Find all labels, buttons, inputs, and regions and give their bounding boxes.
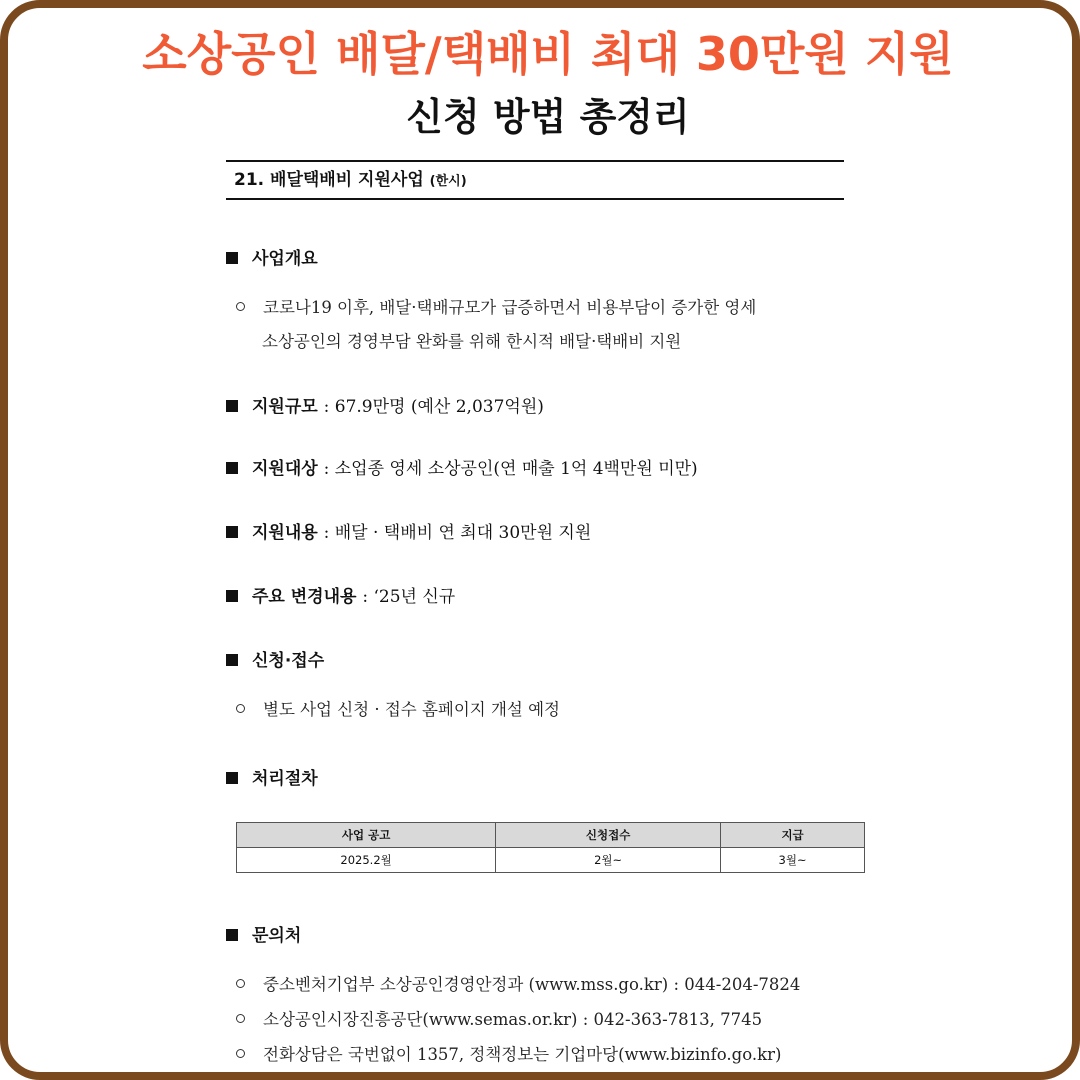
page-title: 소상공인 배달/택배비 최대 30만원 지원: [142, 27, 954, 81]
content-row: [226, 521, 591, 545]
procedure-table: [236, 822, 865, 873]
table-cell: 2월~: [496, 848, 721, 873]
circle-bullet-icon: [236, 1049, 245, 1058]
contact-item: [236, 1038, 781, 1072]
circle-bullet-icon: [236, 979, 245, 988]
table-header-cell: 지급: [721, 823, 865, 848]
overview-line-1: 코로나19 이후, 배달·택배규모가 급증하면서 비용부담이 증가한 영세: [263, 298, 757, 317]
contact-line-3: 전화상담은 국번없이 1357, 정책정보는 기업마당(www.bizinfo.go.kr): [263, 1045, 782, 1064]
target-label: 지원대상: [252, 459, 318, 479]
section-title-sub: (한시): [429, 174, 467, 189]
procedure-heading-label: 처리절차: [252, 769, 318, 789]
apply-heading-label: 신청·접수: [252, 651, 325, 671]
overview-heading-label: 사업개요: [252, 249, 318, 269]
overview-line-2: 소상공인의 경영부담 완화를 위해 한시적 배달·택배비 지원: [262, 332, 682, 351]
scale-row: [226, 395, 544, 419]
contact-heading: [226, 924, 301, 948]
contact-line-1: 중소벤처기업부 소상공인경영안정과 (www.mss.go.kr) : 044-204-7824: [263, 975, 801, 994]
square-bullet-icon: [226, 252, 238, 264]
scale-value: : 67.9만명 (예산 2,037억원): [323, 397, 544, 417]
square-bullet-icon: [226, 462, 238, 474]
page-subtitle: 신청 방법 총정리: [406, 95, 690, 139]
table-header-row: [237, 823, 865, 848]
contact-heading-label: 문의처: [252, 926, 302, 946]
contact-line-2: 소상공인시장진흥공단(www.semas.or.kr) : 042-363-7813, 7745: [263, 1010, 763, 1029]
apply-heading: [226, 649, 324, 673]
changes-row: [226, 585, 455, 609]
changes-value: : ‘25년 신규: [362, 587, 456, 607]
changes-label: 주요 변경내용: [252, 587, 357, 607]
scale-label: 지원규모: [252, 397, 318, 417]
table-cell: 3월~: [721, 848, 865, 873]
target-value: : 소업종 영세 소상공인(연 매출 1억 4백만원 미만): [323, 459, 698, 479]
square-bullet-icon: [226, 654, 238, 666]
table-header-cell: 사업 공고: [237, 823, 496, 848]
overview-item: [236, 291, 756, 359]
circle-bullet-icon: [236, 704, 245, 713]
square-bullet-icon: [226, 526, 238, 538]
square-bullet-icon: [226, 929, 238, 941]
apply-line: 별도 사업 신청 · 접수 홈페이지 개설 예정: [263, 700, 560, 719]
contact-item: [236, 968, 800, 1002]
square-bullet-icon: [226, 400, 238, 412]
contact-item: [236, 1003, 762, 1037]
section-title: 21. 배달택배비 지원사업: [234, 170, 424, 190]
table-header-cell: 신청접수: [496, 823, 721, 848]
overview-heading: [226, 247, 318, 271]
procedure-heading: [226, 767, 318, 791]
section-title-bar: [226, 160, 844, 200]
circle-bullet-icon: [236, 1014, 245, 1023]
content-label: 지원내용: [252, 523, 318, 543]
apply-item: [236, 693, 560, 727]
target-row: [226, 457, 698, 481]
square-bullet-icon: [226, 772, 238, 784]
content-value: : 배달 · 택배비 연 최대 30만원 지원: [323, 523, 592, 543]
table-row: [237, 848, 865, 873]
circle-bullet-icon: [236, 302, 245, 311]
table-cell: 2025.2월: [237, 848, 496, 873]
square-bullet-icon: [226, 590, 238, 602]
